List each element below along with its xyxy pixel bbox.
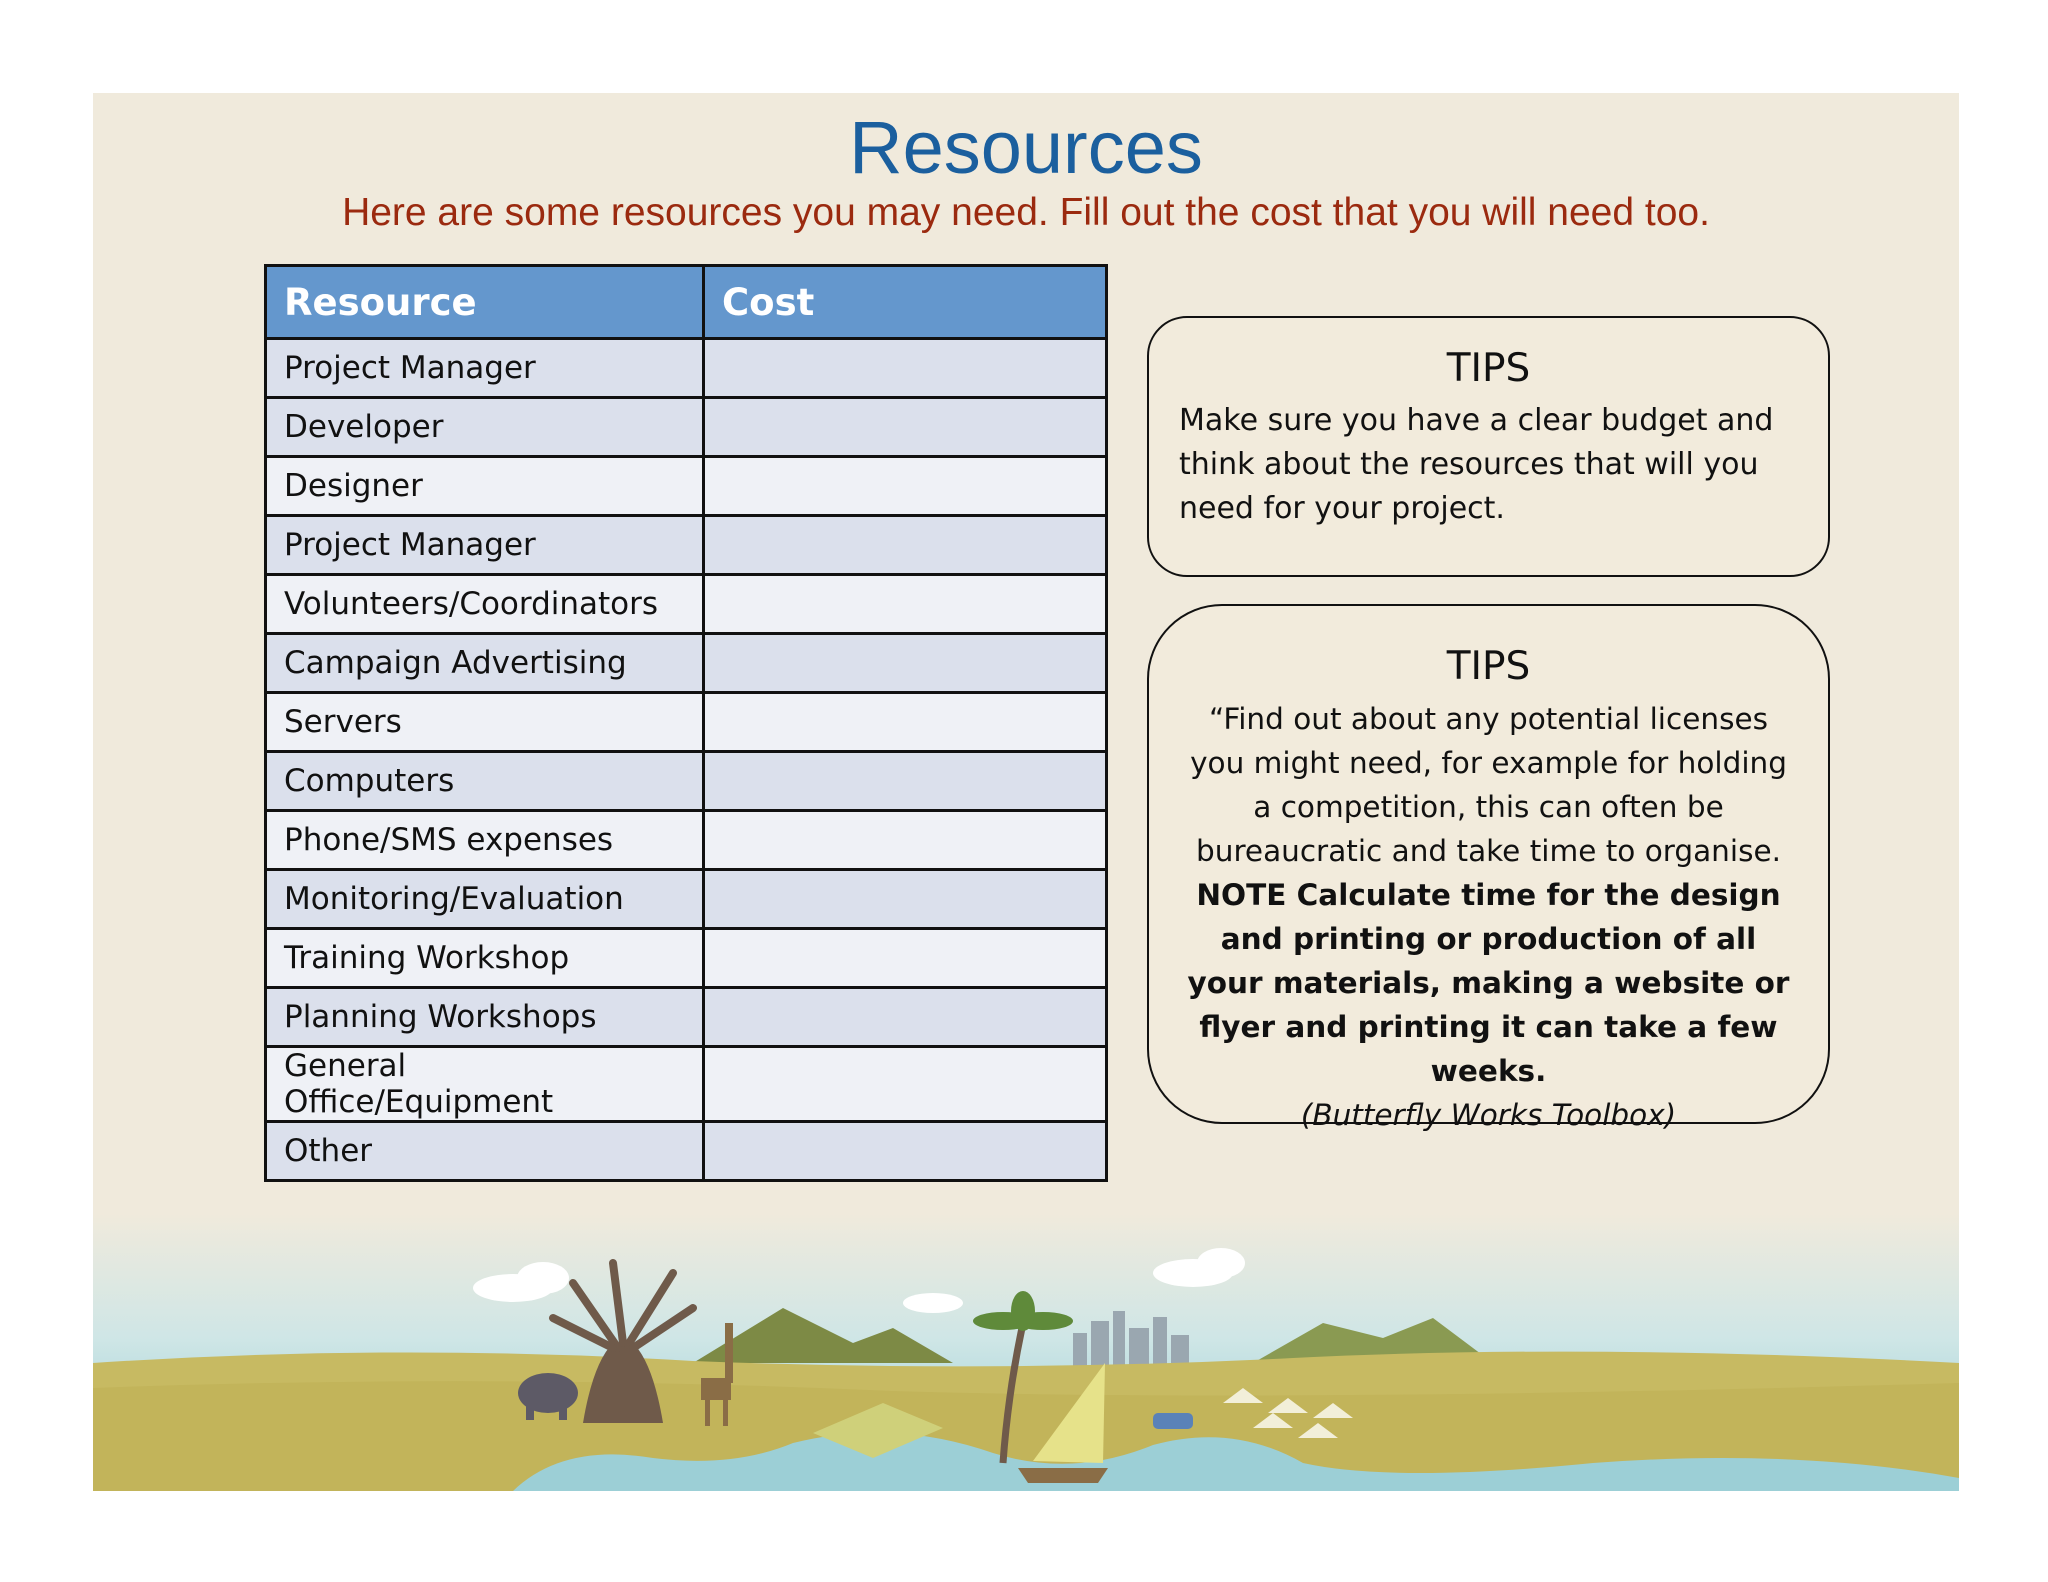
resources-table (264, 264, 1108, 1182)
tips-text: Make sure you have a clear budget and think about the resources that will you need for your project. (1179, 403, 1774, 526)
cost-cell[interactable] (704, 929, 1107, 988)
table-row (266, 339, 1107, 398)
cost-cell[interactable] (704, 516, 1107, 575)
savanna-landscape-illustration (93, 1213, 1959, 1491)
cost-cell[interactable] (704, 398, 1107, 457)
resource-cell: Training Workshop (266, 929, 704, 988)
table-row (266, 1122, 1107, 1181)
cost-cell[interactable] (704, 752, 1107, 811)
page-subtitle: Here are some resources you may need. Fill out the cost that you will need too. (342, 191, 1710, 234)
resource-cell: Project Manager (266, 339, 704, 398)
tips-text: “Find out about any potential licenses you might need, for example for holding a competition, this can often be bureaucratic and take time to organise. (1190, 702, 1787, 868)
resource-cell: Planning Workshops (266, 988, 704, 1047)
table-row (266, 693, 1107, 752)
resource-cell: Other (266, 1122, 704, 1181)
slide (93, 93, 1959, 1491)
tips-heading: TIPS (1446, 644, 1531, 689)
tips-heading: TIPS (1446, 346, 1531, 391)
table-row (266, 398, 1107, 457)
table-row (266, 575, 1107, 634)
cost-cell[interactable] (704, 339, 1107, 398)
table-row (266, 811, 1107, 870)
column-header-cost: Cost (704, 266, 1107, 339)
resource-cell: Servers (266, 693, 704, 752)
cost-cell[interactable] (704, 988, 1107, 1047)
table-row (266, 870, 1107, 929)
cost-cell[interactable] (704, 457, 1107, 516)
resource-cell: Phone/SMS expenses (266, 811, 704, 870)
table-row (266, 516, 1107, 575)
resource-cell: Designer (266, 457, 704, 516)
resource-cell: Project Manager (266, 516, 704, 575)
table-row (266, 929, 1107, 988)
tips-box-licenses (1147, 604, 1830, 1132)
cost-cell[interactable] (704, 575, 1107, 634)
table-header-row (266, 266, 1107, 339)
cost-cell[interactable] (704, 1122, 1107, 1181)
table-row (266, 1047, 1107, 1122)
resource-cell: Developer (266, 398, 704, 457)
table-row (266, 457, 1107, 516)
cost-cell[interactable] (704, 693, 1107, 752)
cost-cell[interactable] (704, 811, 1107, 870)
cost-cell[interactable] (704, 870, 1107, 929)
column-header-resource: Resource (266, 266, 704, 339)
resource-cell: Volunteers/Coordinators (266, 575, 704, 634)
tips-box-budget (1147, 316, 1830, 577)
tips-note: NOTE Calculate time for the design and printing or production of all your materials, making a website or flyer and printing it can take a few weeks. (1187, 878, 1790, 1088)
tips-source: (Butterfly Works Toolbox) (1300, 1098, 1677, 1132)
page-title: Resources (849, 106, 1203, 189)
resource-cell: Computers (266, 752, 704, 811)
resource-cell: General Office/Equipment (266, 1047, 704, 1122)
resource-cell: Monitoring/Evaluation (266, 870, 704, 929)
cost-cell[interactable] (704, 1047, 1107, 1122)
resource-cell: Campaign Advertising (266, 634, 704, 693)
table-row (266, 988, 1107, 1047)
table-row (266, 634, 1107, 693)
table-row (266, 752, 1107, 811)
cost-cell[interactable] (704, 634, 1107, 693)
